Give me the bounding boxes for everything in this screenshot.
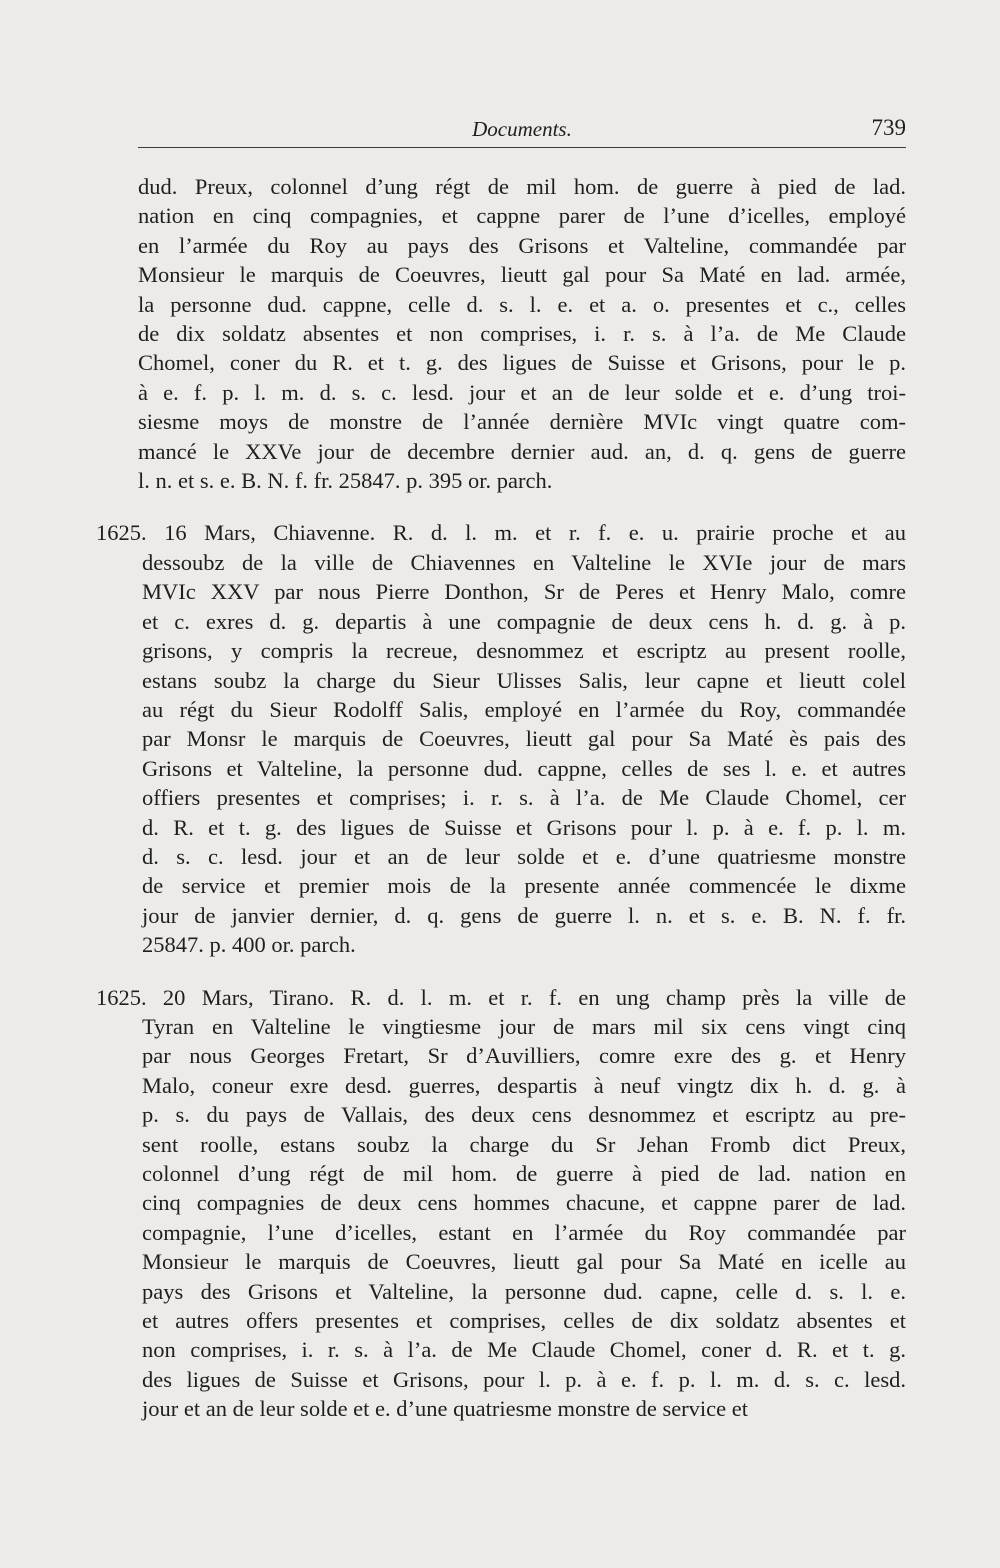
text-line: sent roolle, estans soubz la charge du Sr Jehan Fromb dict Preux, [142, 1131, 906, 1157]
text-line: d. R. et t. g. des ligues de Suisse et Grisons pour l. p. à e. f. p. l. m. [142, 814, 906, 840]
text-line: Chomel, coner du R. et t. g. des ligues de Suisse et Grisons, pour le p. [138, 350, 906, 376]
text-line: en l’armée du Roy au pays des Grisons et Valteline, commandée par [138, 232, 906, 258]
text-line: Malo, coneur exre desd. guerres, despartis à neuf vingtz dix h. d. g. à [142, 1072, 906, 1098]
text-line: jour de janvier dernier, d. q. gens de guerre l. n. et s. e. B. N. f. fr. [142, 902, 906, 928]
text-line: siesme moys de monstre de l’année dernière MVIc vingt quatre com- [138, 409, 906, 435]
text-line: l. n. et s. e. B. N. f. fr. 25847. p. 395 or. parch. [138, 468, 553, 494]
running-head [138, 113, 906, 148]
text-line: la personne dud. cappne, celle d. s. l. e. et a. o. presentes et c., celles [138, 291, 906, 317]
text-line: offiers presentes et comprises; i. r. s. à l’a. de Me Claude Chomel, cer [142, 785, 906, 811]
text-line: compagnie, l’une d’icelles, estant en l’armée du Roy commandée par [142, 1219, 906, 1245]
text-line: MVIc XXV par nous Pierre Donthon, Sr de Peres et Henry Malo, comre [142, 579, 906, 605]
text-line: colonnel d’ung régt de mil hom. de guerre à pied de lad. nation en [142, 1161, 906, 1186]
text-line: 1625. 16 Mars, Chiavenne. R. d. l. m. et r. f. e. u. prairie proche et au [96, 520, 906, 546]
text-line: de service et premier mois de la presente année commencée le dixme [142, 873, 906, 899]
text-line: de dix soldatz absentes et non comprises, i. r. s. à l’a. de Me Claude [138, 321, 906, 347]
entry-continuation [138, 172, 906, 495]
text-line: à e. f. p. l. m. d. s. c. lesd. jour et an de leur solde et e. d’ung troi- [138, 379, 906, 405]
text-line: et c. exres d. g. departis à une compagnie de deux cens h. d. g. à p. [142, 608, 906, 634]
text-line: Tyran en Valteline le vingtiesme jour de mars mil six cens vingt cinq [142, 1013, 906, 1039]
text-line: grisons, y compris la recreue, desnommez et escriptz au present roolle, [142, 638, 906, 664]
text-line: jour et an de leur solde et e. d’une quatriesme monstre de service et [142, 1396, 749, 1422]
text-line: 25847. p. 400 or. parch. [142, 932, 356, 958]
entry-1625-20-mars [96, 983, 906, 1424]
entry-1625-16-mars [96, 518, 906, 959]
text-line: nation en cinq compagnies, et cappne parer de l’une d’icelles, employé [138, 203, 906, 229]
text-line: pays des Grisons et Valteline, la personne dud. capne, celle d. s. l. e. [142, 1278, 906, 1304]
running-title: Documents. [472, 117, 572, 141]
text-line: dud. Preux, colonnel d’ung régt de mil hom. de guerre à pied de lad. [138, 174, 906, 199]
text-line: 1625. 20 Mars, Tirano. R. d. l. m. et r. f. en ung champ près la ville de [96, 984, 906, 1010]
text-line: non comprises, i. r. s. à l’a. de Me Claude Chomel, coner d. R. et t. g. [142, 1337, 906, 1363]
text-line: estans soubz la charge du Sieur Ulisses Salis, leur capne et lieutt colel [142, 667, 906, 693]
text-line: Grisons et Valteline, la personne dud. cappne, celles de ses l. e. et autres [142, 755, 906, 781]
body-text [96, 172, 906, 1447]
text-line: mancé le XXVe jour de decembre dernier aud. an, d. q. gens de guerre [138, 438, 906, 464]
text-line: par nous Georges Fretart, Sr d’Auvilliers, comre exre des g. et Henry [142, 1043, 906, 1069]
text-line: dessoubz de la ville de Chiavennes en Valteline le XVIe jour de mars [142, 549, 906, 575]
page-number: 739 [871, 115, 906, 140]
text-line: et autres offers presentes et comprises, celles de dix soldatz absentes et [142, 1308, 906, 1334]
text-line: p. s. du pays de Vallais, des deux cens desnommez et escriptz au pre- [142, 1102, 906, 1128]
text-line: cinq compagnies de deux cens hommes chacune, et cappne parer de lad. [142, 1190, 906, 1216]
text-line: au régt du Sieur Rodolff Salis, employé en l’armée du Roy, commandée [142, 696, 906, 722]
text-line: d. s. c. lesd. jour et an de leur solde et e. d’une quatriesme monstre [142, 843, 906, 869]
text-line: Monsieur le marquis de Coeuvres, lieutt gal pour Sa Maté en icelle au [142, 1249, 906, 1275]
text-line: par Monsr le marquis de Coeuvres, lieutt gal pour Sa Maté ès pais des [142, 726, 906, 752]
text-line: Monsieur le marquis de Coeuvres, lieutt gal pour Sa Maté en lad. armée, [138, 262, 906, 288]
text-line: des ligues de Suisse et Grisons, pour l. p. à e. f. p. l. m. d. s. c. lesd. [142, 1366, 906, 1392]
